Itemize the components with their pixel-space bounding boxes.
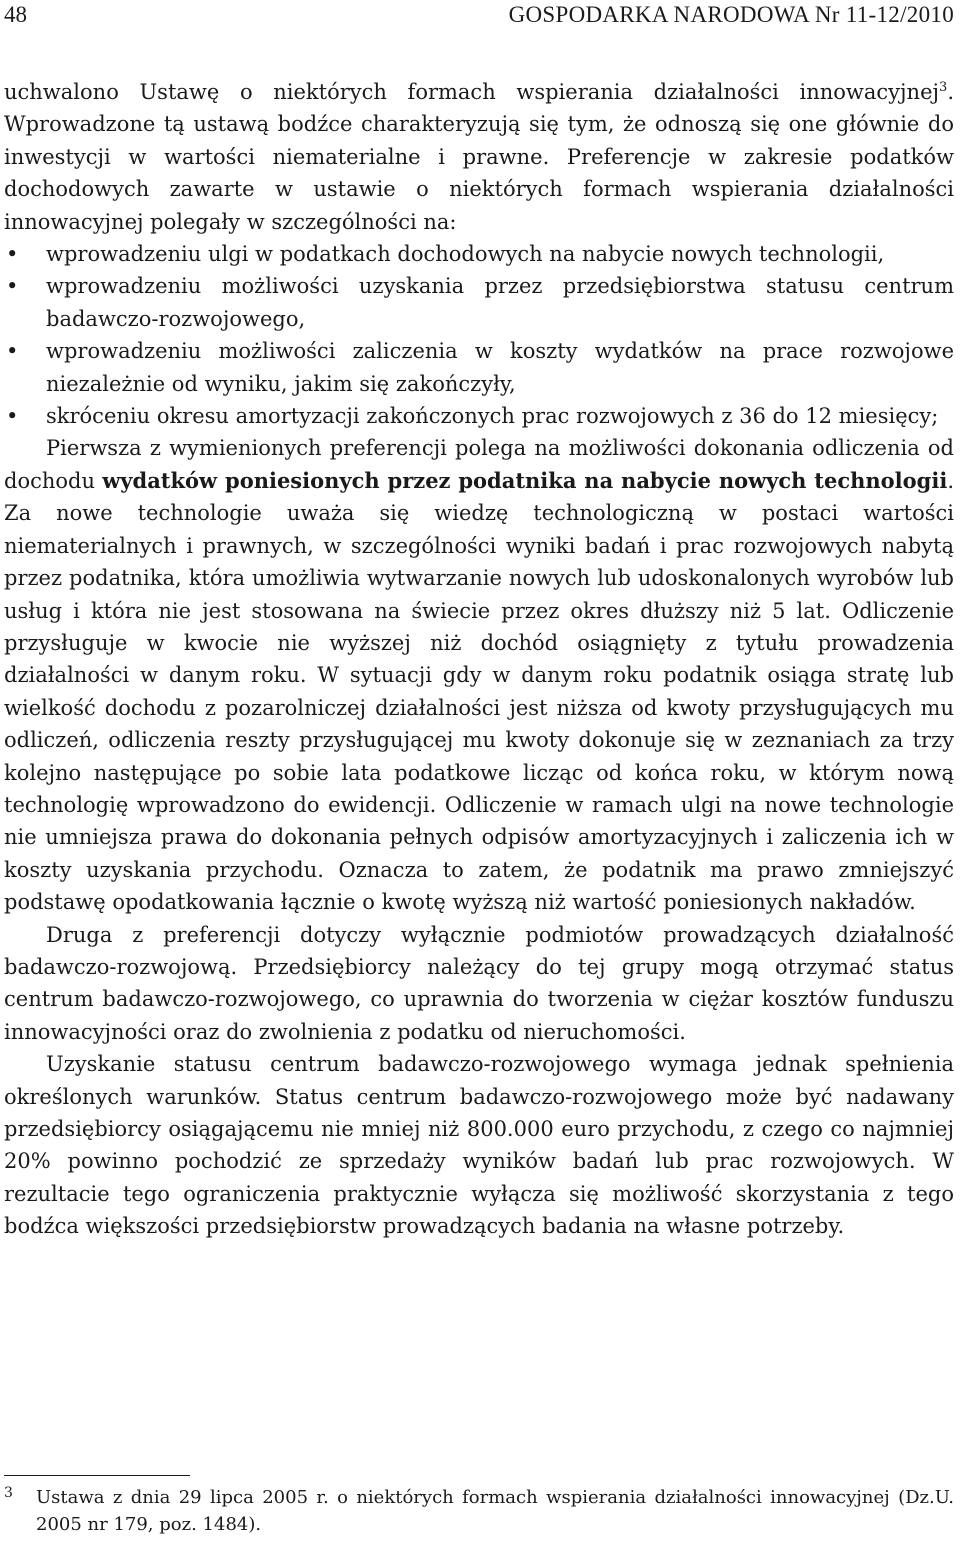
- bullet-icon: •: [6, 404, 19, 429]
- journal-title: GOSPODARKA NARODOWA Nr 11-12/2010: [508, 2, 954, 27]
- footnote: [4, 1484, 954, 1538]
- list-item: • wprowadzeniu możliwości zaliczenia w koszty wydatków na prace rozwojowe niezależnie od wyniku, jakim się zakończyły,: [4, 335, 954, 400]
- footnote-divider: [4, 1475, 190, 1476]
- article-body: [4, 76, 954, 1243]
- intro-paragraph: uchwalono Ustawę o niektórych formach wspierania działalności innowacyjnej$^3$. Wprowadzone tą ustawą bodźce charakteryzują się tym, że odnoszą się one głównie do inwestycji w wartości niematerialne i prawne. Preferencje w zakresie podatków dochodowych zawarte w ustawie o niektórych formach wspierania działalności innowacyjnej polegały w szczególności na:: [4, 80, 954, 234]
- footnote-number: 3: [4, 1485, 13, 1501]
- footnote-reference[interactable]: 3: [939, 80, 948, 95]
- list-item: • wprowadzeniu ulgi w podatkach dochodowych na nabycie nowych technologii,: [4, 238, 954, 270]
- emphasis-text: wydatków poniesionych przez podatnika na nabycie nowych technologii: [102, 467, 948, 493]
- list-item: • wprowadzeniu możliwości uzyskania przez przedsiębiorstwa statusu centrum badawczo-rozwojowego,: [4, 270, 954, 335]
- list-item: • skróceniu okresu amortyzacji zakończonych prac rozwojowych z 36 do 12 miesięcy;: [4, 400, 954, 432]
- page-number: 48: [4, 2, 27, 27]
- footnote-text: Ustawa z dnia 29 lipca 2005 r. o niektórych formach wspierania działalności innowacyjnej (Dz.U. 2005 nr 179, poz. 1484).: [36, 1487, 954, 1535]
- bullet-icon: •: [6, 339, 19, 364]
- bullet-icon: •: [6, 274, 19, 299]
- preferences-list: [4, 238, 954, 432]
- page-header: [4, 0, 954, 32]
- bullet-icon: •: [6, 242, 19, 267]
- paragraph-second-preference: Druga z preferencji dotyczy wyłącznie podmiotów prowadzących działalność badawczo-rozwojową. Przedsiębiorcy należący do tej grupy mogą otrzymać status centrum badawczo-rozwojowego, co uprawnia do tworzenia w ciężar kosztów funduszu innowacyjności oraz do zwolnienia z podatku od nieruchomości.: [4, 922, 954, 1044]
- paragraph-status-requirements: Uzyskanie statusu centrum badawczo-rozwojowego wymaga jednak spełnienia określonych warunków. Status centrum badawczo-rozwojowego może być nadawany przedsiębiorcy osiągającemu nie mniej niż 800.000 euro przychodu, z czego co najmniej 20% powinno pochodzić ze sprzedaży wyników badań lub prac rozwojowych. W rezultacie tego ograniczenia praktycznie wyłącza się możliwość skorzystania z tego bodźca większości przedsiębiorstw prowadzących badania na własne potrzeby.: [4, 1052, 954, 1239]
- paragraph-first-preference: Pierwsza z wymienionych preferencji polega na możliwości dokonania odliczenia od dochodu wydatków poniesionych przez podatnika na nabycie nowych technologii. Za nowe technologie uważa się wiedzę technologiczną w postaci wartości niematerialnych i prawnych, w szczególności wyniki badań i prac rozwojowych nabytą przez podatnika, która umożliwia wytwarzanie nowych lub udoskonalonych wyrobów lub usług i która nie jest stosowana na świecie przez okres dłuższy niż 5 lat. Odliczenie przysługuje w kwocie nie wyższej niż dochód osiągnięty z tytułu prowadzenia działalności w danym roku. W sytuacji gdy w danym roku podatnik osiąga stratę lub wielkość dochodu z pozarolniczej działalności jest niższa od kwoty przysługujących mu odliczeń, odliczenia reszty przysługującej mu kwoty dokonuje się w zeznaniach za trzy kolejno następujące po sobie lata podatkowe licząc od końca roku, w którym nową technologię wprowadzono do ewidencji. Odliczenie w ramach ulgi na nowe technologie nie umniejsza prawa do dokonania pełnych odpisów amortyzacyjnych i zaliczenia ich w koszty uzyskania przychodu. Oznacza to zatem, że podatnik ma prawo zmniejszyć podstawę opodatkowania łącznie o kwotę wyższą niż wartość poniesionych nakładów.: [4, 436, 954, 915]
